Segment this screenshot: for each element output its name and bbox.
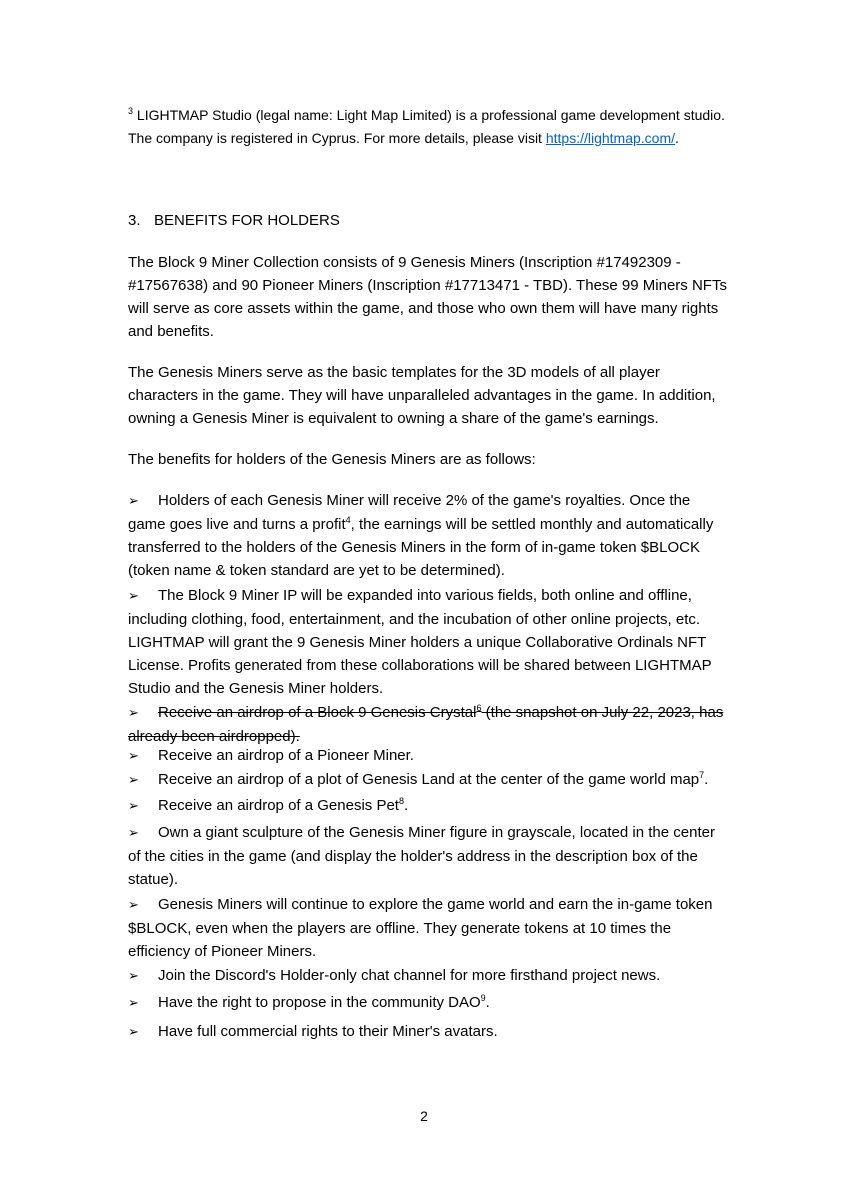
footnote-ref: 9 [480, 993, 486, 1003]
section-heading [128, 210, 340, 232]
paragraph-collection: The Block 9 Miner Collection consists of 9 Genesis Miners (Inscription #17492309 - #17567638) and 90 Pioneer Miners (Inscription #17713471 - TBD). These 99 Miners NFTs will serve as core assets within the game, and those who own them will have many rights and benefits. [128, 254, 727, 340]
bullet-crystal-struck [128, 701, 728, 748]
section-title: BENEFITS FOR HOLDERS [154, 212, 340, 229]
footnote-marker: 3 [128, 106, 134, 116]
arrow-bullet-icon: ➢ [128, 494, 139, 509]
bullet-text: Receive an airdrop of a Pioneer Miner. [158, 747, 414, 764]
arrow-bullet-icon: ➢ [128, 1025, 139, 1040]
footnote-ref: 6 [476, 703, 482, 713]
bullet-pioneer [128, 744, 728, 768]
arrow-bullet-icon: ➢ [128, 799, 139, 814]
bullet-dao [128, 991, 728, 1015]
bullet-text: Receive an airdrop of a Genesis Pet [158, 797, 399, 814]
bullet-text: Receive an airdrop of a Block 9 Genesis Crystal [158, 704, 477, 721]
bullet-text-end: . [403, 797, 409, 814]
paragraph-genesis: The Genesis Miners serve as the basic templates for the 3D models of all player characters in the game. They will have unparalleled advantages in the game. In addition, owning a Genesis Miner is equivalent to owning a share of the game's earnings. [128, 364, 716, 427]
arrow-bullet-icon: ➢ [128, 969, 139, 984]
footnote-text: LIGHTMAP Studio (legal name: Light Map Limited) is a professional game development studio. The company is registered in Cyprus. For more details, please visit [128, 107, 725, 146]
bullet-pet [128, 794, 728, 818]
bullet-text: Have full commercial rights to their Miner's avatars. [158, 1023, 498, 1040]
bullet-text-end: (the snapshot on July 22, 2023, has already been airdropped). [128, 704, 724, 745]
arrow-bullet-icon: ➢ [128, 898, 139, 913]
lightmap-link[interactable]: https://lightmap.com/ [545, 130, 676, 146]
footnote-ref: 4 [345, 515, 351, 525]
arrow-bullet-icon: ➢ [128, 826, 139, 841]
arrow-bullet-icon: ➢ [128, 589, 139, 604]
bullet-text: Join the Discord's Holder-only chat channel for more firsthand project news. [158, 967, 661, 984]
bullet-discord [128, 964, 728, 988]
bullet-text: Genesis Miners will continue to explore the game world and earn the in-game token $BLOCK, even when the players are offline. They generate tokens at 10 times the efficiency of Pioneer Miners. [128, 896, 713, 960]
bullet-sculpture [128, 821, 728, 891]
footnote-ref: 8 [398, 796, 404, 806]
bullet-text-end: , the earnings will be settled monthly and automatically transferred to the holders of the Genesis Miners in the form of in-game token $BLOCK (token name & token standard are yet to be determined). [128, 516, 714, 579]
arrow-bullet-icon: ➢ [128, 749, 139, 764]
footnote-end: . [675, 130, 679, 146]
bullet-royalties [128, 489, 728, 582]
bullet-ip [128, 584, 728, 700]
bullet-text: Own a giant sculpture of the Genesis Miner figure in grayscale, located in the center of the cities in the game (and display the holder's address in the description box of the statue). [128, 824, 715, 888]
section-number: 3. [128, 212, 141, 229]
bullet-land [128, 768, 728, 792]
bullet-text: The Block 9 Miner IP will be expanded into various fields, both online and offline, including clothing, food, entertainment, and the incubation of other online projects, etc. LIGHTMAP will grant the 9 Genesis Miner holders a unique Collaborative Ordinals NFT License. Profits generated from these collaborations will be shared between LIGHTMAP Studio and the Genesis Miner holders. [128, 587, 712, 697]
arrow-bullet-icon: ➢ [128, 773, 139, 788]
footnote-ref: 7 [699, 770, 705, 780]
page-number: 2 [420, 1108, 428, 1124]
bullet-text: Receive an airdrop of a plot of Genesis Land at the center of the game world map [158, 771, 700, 788]
bullet-text: Holders of each Genesis Miner will receive 2% of the game's royalties. Once the game goes live and turns a profit [128, 492, 691, 533]
bullet-commercial [128, 1020, 728, 1044]
bullet-text-end: . [485, 994, 490, 1011]
bullet-text: Have the right to propose in the community DAO [158, 994, 481, 1011]
footnote-3 [128, 104, 728, 150]
arrow-bullet-icon: ➢ [128, 706, 139, 721]
paragraph-benefits-intro: The benefits for holders of the Genesis Miners are as follows: [128, 451, 536, 468]
bullet-text-end: . [704, 771, 709, 788]
arrow-bullet-icon: ➢ [128, 996, 139, 1011]
bullet-explore [128, 893, 728, 963]
